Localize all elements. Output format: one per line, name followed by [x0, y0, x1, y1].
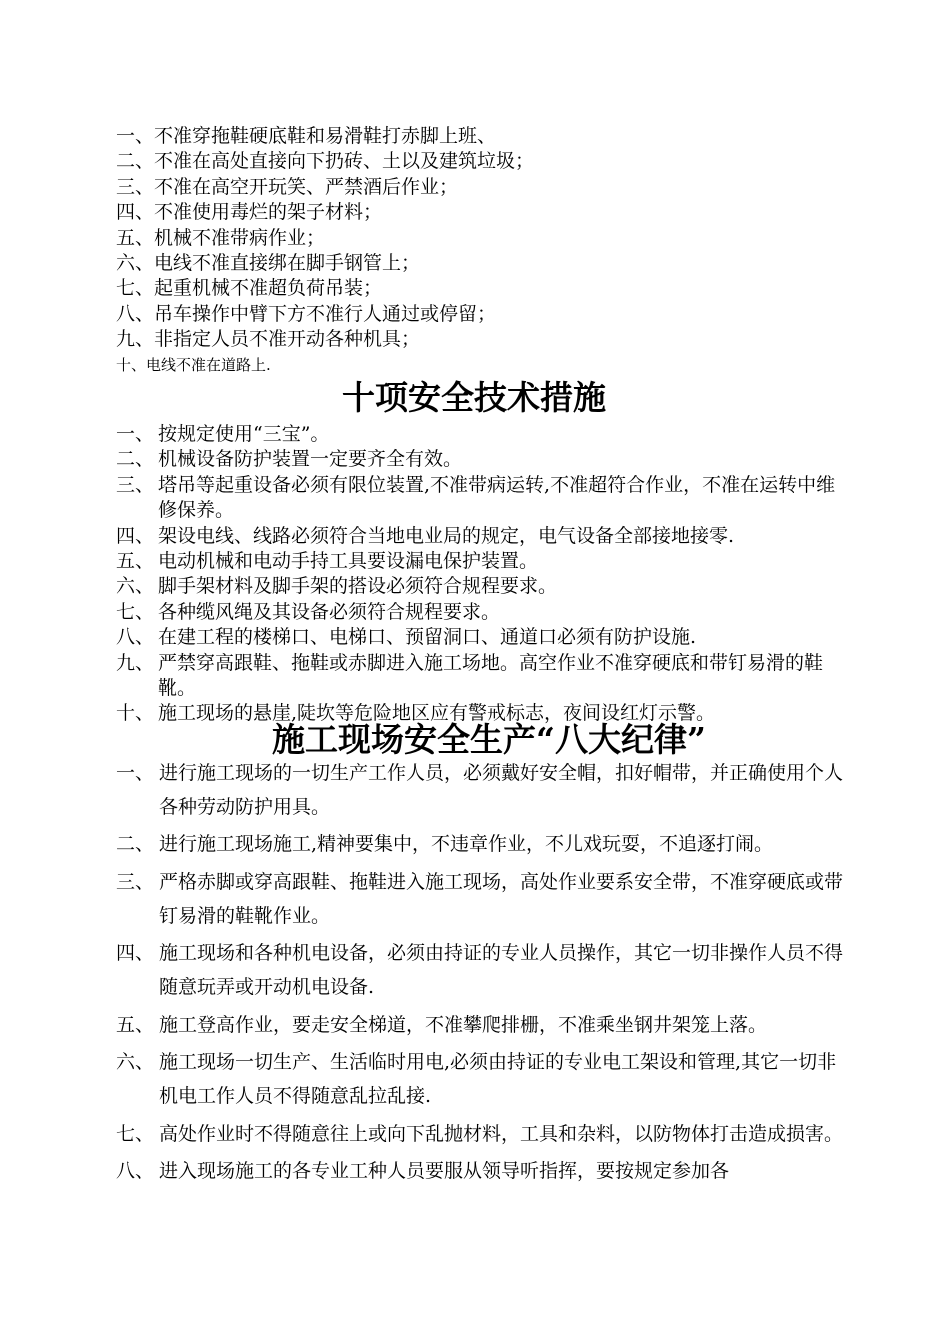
- eight-disciplines-list: [116, 757, 844, 1193]
- measure-item: [116, 600, 846, 625]
- measure-number: 八、: [116, 626, 155, 649]
- discipline-number: 八、: [116, 1160, 155, 1183]
- measure-number: 三、: [116, 473, 155, 496]
- discipline-number: 七、: [116, 1122, 155, 1145]
- measure-number: 二、: [116, 448, 155, 471]
- discipline-text: 进入现场施工的各专业工种人员要服从领导听指挥，要按规定参加各: [159, 1160, 730, 1183]
- rule-item: 四、不准使用毒烂的架子材料；: [116, 201, 383, 224]
- discipline-text: 施工登高作业，要走安全梯道，不准攀爬排栅，不准乘坐钢井架笼上落。: [159, 1013, 768, 1036]
- rule-item: 六、电线不准直接绑在脚手钢管上；: [116, 251, 421, 274]
- discipline-item: [116, 1118, 844, 1152]
- discipline-item: [116, 1046, 844, 1113]
- discipline-number: 二、: [116, 833, 155, 856]
- discipline-item: [116, 757, 844, 824]
- discipline-text: 进行施工现场施工,精神要集中，不违章作业，不儿戏玩耍，不追逐打闹。: [159, 833, 774, 856]
- measure-number: 九、: [116, 651, 155, 674]
- safety-measures-list: [116, 422, 846, 727]
- rule-item: 十、电线不准在道路上.: [116, 355, 271, 374]
- safety-measures-title: 十项安全技术措施: [342, 378, 606, 417]
- discipline-number: 四、: [116, 942, 155, 965]
- rule-item: 九、非指定人员不准开动各种机具；: [116, 328, 421, 351]
- rule-item: 二、不准在高处直接向下扔砖、土以及建筑垃圾；: [116, 150, 535, 173]
- measure-text: 脚手架材料及脚手架的搭设必须符合规程要求。: [158, 575, 558, 598]
- eight-disciplines-title: 施工现场安全生产“八大纪律”: [272, 720, 706, 759]
- measure-item: [116, 473, 846, 524]
- discipline-item: [116, 828, 876, 862]
- discipline-number: 六、: [116, 1051, 155, 1074]
- measure-number: 四、: [116, 524, 155, 547]
- discipline-text: 严格赤脚或穿高跟鞋、拖鞋进入施工现场，高处作业要系安全带，不准穿硬底或带钉易滑的鞋靴作业。: [159, 870, 844, 927]
- measure-number: 五、: [116, 550, 155, 573]
- discipline-text: 高处作业时不得随意往上或向下乱抛材料，工具和杂料，以防物体打击造成损害。: [159, 1122, 844, 1145]
- discipline-number: 三、: [116, 870, 155, 893]
- discipline-text: 施工现场和各种机电设备，必须由持证的专业人员操作，其它一切非操作人员不得随意玩弄或开动机电设备.: [159, 942, 844, 998]
- rule-item: 三、不准在高空开玩笑、严禁酒后作业；: [116, 175, 459, 198]
- measure-item: [116, 447, 846, 472]
- measure-text: 架设电线、线路必须符合当地电业局的规定，电气设备全部接地接零.: [158, 524, 735, 547]
- discipline-item: [116, 937, 844, 1004]
- discipline-text: 进行施工现场的一切生产工作人员，必须戴好安全帽，扣好帽带，并正确使用个人各种劳动防护用具。: [159, 762, 844, 818]
- measure-text: 按规定使用“三宝”。: [158, 423, 330, 445]
- discipline-number: 五、: [116, 1013, 155, 1036]
- rule-item: 七、起重机械不准超负荷吊装；: [116, 277, 383, 300]
- discipline-item: [116, 1155, 844, 1189]
- short-rules-list: [116, 124, 876, 378]
- measure-number: 十、: [116, 702, 155, 725]
- measure-text: 施工现场的悬崖,陡坎等危险地区应有警戒标志，夜间设红灯示警。: [158, 702, 716, 725]
- rule-item: 八、吊车操作中臂下方不准行人通过或停留；: [116, 302, 497, 325]
- rule-item: 一、不准穿拖鞋硬底鞋和易滑鞋打赤脚上班、: [116, 125, 497, 147]
- measure-number: 六、: [116, 575, 155, 598]
- discipline-item: [116, 866, 844, 933]
- measure-item: [116, 524, 846, 549]
- discipline-text: 施工现场一切生产、生活临时用电,必须由持证的专业电工架设和管理,其它一切非机电工作人员不得随意乱拉乱接.: [159, 1051, 837, 1107]
- measure-item: [116, 625, 846, 650]
- measure-text: 电动机械和电动手持工具要设漏电保护装置。: [158, 550, 539, 573]
- rule-item: 五、机械不准带病作业；: [116, 226, 326, 249]
- measure-number: 一、: [116, 423, 155, 445]
- discipline-number: 一、: [116, 762, 155, 784]
- measure-item: [116, 422, 846, 447]
- measure-text: 严禁穿高跟鞋、拖鞋或赤脚进入施工场地。高空作业不准穿硬底和带钉易滑的鞋靴。: [158, 651, 824, 700]
- measure-item: [116, 574, 846, 599]
- measure-text: 塔吊等起重设备必须有限位装置,不准带病运转,不准超符合作业，不准在运转中维修保养。: [158, 473, 836, 522]
- measure-number: 七、: [116, 600, 155, 623]
- measure-text: 在建工程的楼梯口、电梯口、预留洞口、通道口必须有防护设施.: [158, 626, 697, 649]
- measure-item: [116, 549, 846, 574]
- measure-text: 机械设备防护装置一定要齐全有效。: [158, 448, 463, 471]
- measure-item: [116, 651, 846, 702]
- discipline-item: [116, 1009, 844, 1043]
- measure-text: 各种缆风绳及其设备必须符合规程要求。: [158, 600, 501, 623]
